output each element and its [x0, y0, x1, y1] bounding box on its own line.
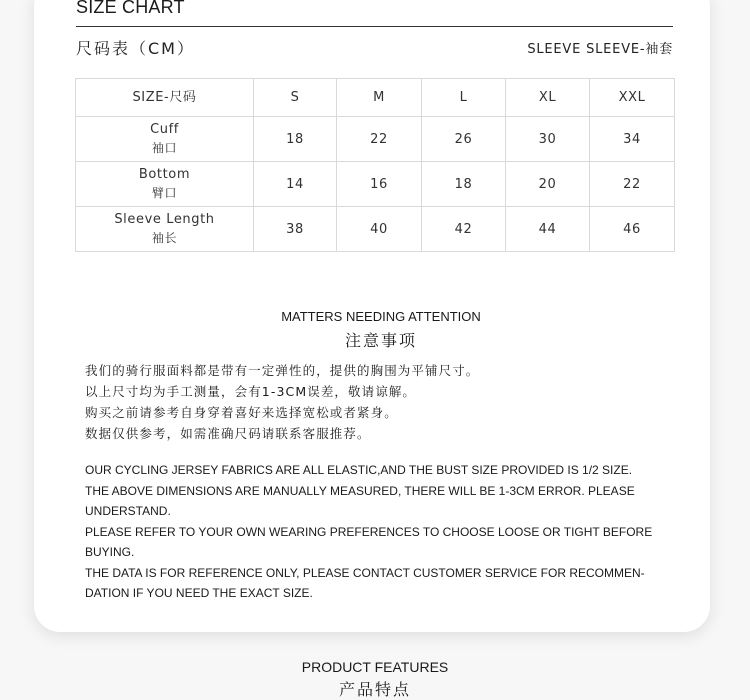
attention-notes-en	[85, 460, 665, 604]
table-cell: 30	[506, 117, 590, 162]
note-line-cn: 数据仅供参考，如需准确尺码请联系客服推荐。	[85, 426, 371, 441]
table-cell: 26	[422, 117, 506, 162]
size-chart-subtitle: 尺码表（CM）	[76, 39, 195, 58]
header-cell: S	[254, 79, 337, 117]
row-label-en: Bottom	[138, 167, 191, 182]
size-chart-title: SIZE CHART	[76, 0, 185, 17]
table-cell: 38	[254, 207, 337, 252]
header-cell: M	[337, 79, 422, 117]
table-row	[76, 117, 675, 162]
table-cell: 22	[590, 162, 675, 207]
header-cell: L	[422, 79, 506, 117]
row-label	[76, 207, 254, 252]
note-line-en: THE ABOVE DIMENSIONS ARE MANUALLY MEASURED, THERE WILL BE 1-3CM ERROR. PLEASE	[85, 483, 635, 498]
row-label-en: Cuff	[150, 122, 179, 137]
note-line-en: OUR CYCLING JERSEY FABRICS ARE ALL ELASTIC,AND THE BUST SIZE PROVIDED IS 1/2 SIZE.	[85, 463, 633, 477]
table-cell: 22	[337, 117, 422, 162]
table-cell: 18	[422, 162, 506, 207]
attention-notes-cn	[85, 360, 479, 444]
product-type-label: SLEEVE SLEEVE-袖套	[527, 42, 673, 57]
row-label-cn: 袖长	[151, 231, 178, 245]
table-header-row	[76, 79, 675, 117]
note-line-cn: 购买之前请参考自身穿着喜好来选择宽松或者紧身。	[85, 405, 398, 420]
row-label	[76, 117, 254, 162]
note-line-en: THE DATA IS FOR REFERENCE ONLY, PLEASE CONTACT CUSTOMER SERVICE FOR RECOMMEN-	[85, 565, 645, 580]
header-cell: XL	[506, 79, 590, 117]
table-cell: 44	[506, 207, 590, 252]
attention-title-en: MATTERS NEEDING ATTENTION	[281, 309, 481, 324]
table-row	[76, 162, 675, 207]
header-cell: SIZE-尺码	[76, 79, 254, 117]
table-cell: 14	[254, 162, 337, 207]
table-cell: 42	[422, 207, 506, 252]
row-label	[76, 162, 254, 207]
table-cell: 46	[590, 207, 675, 252]
table-row	[76, 207, 675, 252]
note-line-en: BUYING.	[85, 545, 135, 559]
note-line-en: PLEASE REFER TO YOUR OWN WEARING PREFERENCES TO CHOOSE LOOSE OR TIGHT BEFORE	[85, 524, 653, 539]
row-label-cn: 袖口	[151, 141, 178, 155]
table-cell: 40	[337, 207, 422, 252]
row-label-en: Sleeve Length	[114, 212, 215, 227]
attention-title-cn: 注意事项	[344, 331, 417, 350]
table-cell: 20	[506, 162, 590, 207]
note-line-cn: 以上尺寸均为手工测量，会有1-3CM误差，敬请谅解。	[85, 384, 417, 399]
product-features-title-cn: 产品特点	[338, 680, 411, 699]
table-cell: 18	[254, 117, 337, 162]
row-label-cn: 臂口	[151, 186, 178, 200]
note-line-en: DATION IF YOU NEED THE EXACT SIZE.	[85, 586, 313, 600]
product-features-title-en: PRODUCT FEATURES	[301, 659, 449, 675]
note-line-en: UNDERSTAND.	[85, 504, 171, 518]
size-table	[75, 78, 675, 252]
title-divider	[76, 26, 673, 27]
table-cell: 34	[590, 117, 675, 162]
header-cell: XXL	[590, 79, 675, 117]
table-cell: 16	[337, 162, 422, 207]
note-line-cn: 我们的骑行服面料都是带有一定弹性的，提供的胸围为平铺尺寸。	[85, 363, 480, 378]
